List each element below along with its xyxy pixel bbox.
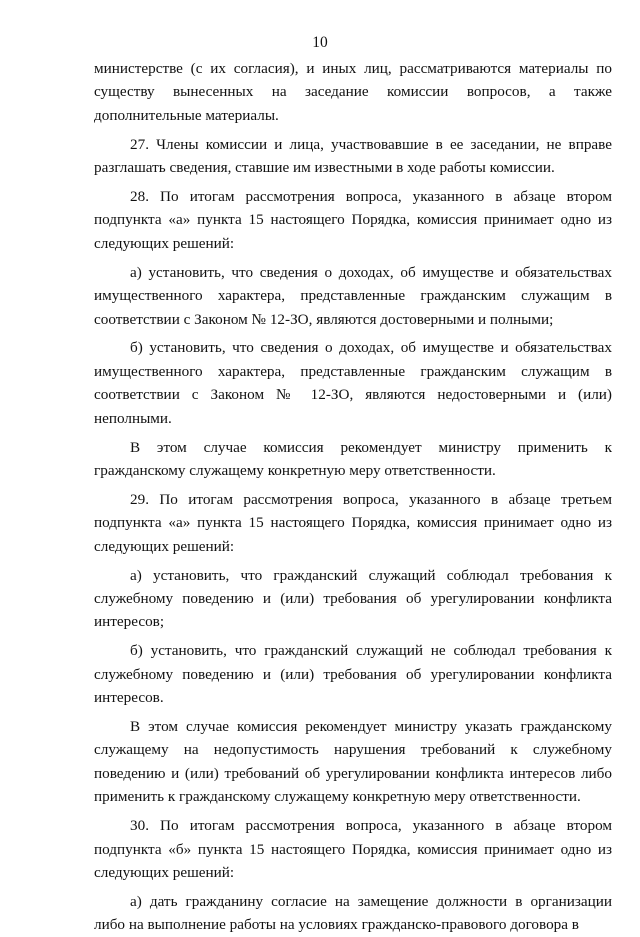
paragraph-continuation: министерстве (с их согласия), и иных лиц, рассматриваются материалы по существу вынесенных на заседание комиссии вопросов, а также дополнительные материалы. xyxy=(94,60,612,124)
paragraph-29-b: б) установить, что гражданский служащий не соблюдал требования к служебному поведению и (или) требования об урегулировании конфликта интересов. xyxy=(94,642,612,707)
paragraph-28: 28. По итогам рассмотрения вопроса, указанного в абзаце втором подпункта «а» пункта 15 настоящего Порядка, комиссия принимает одно из следующих решений: xyxy=(94,188,612,252)
paragraph-29: 29. По итогам рассмотрения вопроса, указанного в абзаце третьем подпункта «а» пункта 15 настоящего Порядка, комиссия принимает одно из следующих решений: xyxy=(94,490,612,555)
paragraph-28-a: а) установить, что сведения о доходах, об имуществе и обязательствах имущественного характера, представленные гражданским служащим в соответствии с Законом № 12-ЗО, являются достоверными и полными; xyxy=(94,263,612,328)
paragraph-28-b: б) установить, что сведения о доходах, об имуществе и обязательствах имущественного характера, представленные гражданским служащим в соответствии с Законом № 12-ЗО, являются недостоверными и (или) неполными. xyxy=(94,339,612,427)
paragraph-27: 27. Члены комиссии и лица, участвовавшие в ее заседании, не вправе разглашать сведения, ставшие им известными в ходе работы комиссии. xyxy=(94,135,612,177)
paragraph-29-a: а) установить, что гражданский служащий соблюдал требования к служебному поведению и (или) требования об урегулировании конфликта интересов; xyxy=(94,566,612,631)
page-number: 10 xyxy=(312,34,328,51)
paragraph-28-note: В этом случае комиссия рекомендует министру применить к гражданскому служащему конкретную меру ответственности. xyxy=(94,438,612,479)
paragraph-30-a: а) дать гражданину согласие на замещение должности в организации либо на выполнение работы на условиях гражданско-правового договора в xyxy=(94,892,612,934)
paragraph-30: 30. По итогам рассмотрения вопроса, указанного в абзаце втором подпункта «б» пункта 15 настоящего Порядка, комиссия принимает одно из следующих решений: xyxy=(94,817,612,881)
paragraph-29-note: В этом случае комиссия рекомендует министру указать гражданскому служащему на недопустимость нарушения требований к служебному поведению и (или) требований об урегулировании конфликта интересов либо применить к гражданскому служащему конкретную меру ответственности. xyxy=(94,718,612,806)
